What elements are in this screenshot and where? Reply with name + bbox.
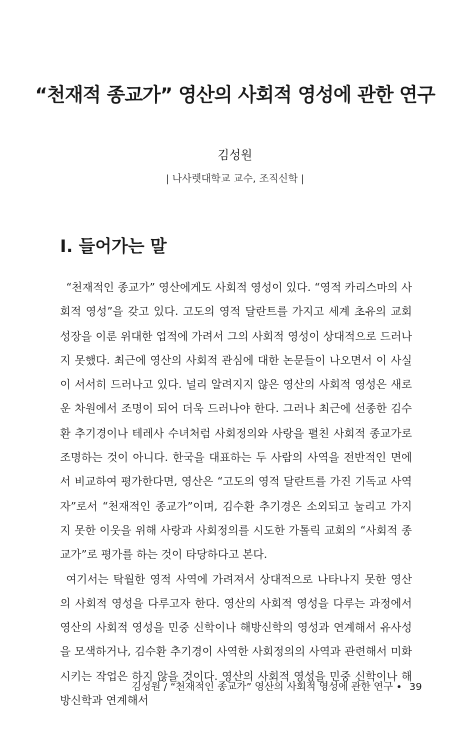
page-footer [132, 678, 422, 693]
paper-title: “천재적 종교가” 영산의 사회적 영성에 관한 연구 [35, 84, 435, 106]
paragraph: 여기서는 탁월한 영적 사역에 가려져서 상대적으로 나타나지 못한 영산의 사회적 영성을 다루고자 한다. 영산의 사회적 영성을 다루는 과정에서 영산의 사회적 영성을 민중 신학이나 해방신학의 영성과 연계해서 유사성을 모색하거나, 김수환 추기경이 사역한 사회정의의 사역과 관련해서 미화시키는 작업은 하지 않을 것이다. 영산의 사회적 영성을 민중 신학이나 해방신학과 연계해서 [60, 572, 412, 708]
section-heading: I. 들어가는 말 [60, 237, 167, 257]
page-number: 39 [409, 682, 422, 693]
footer-bullet: • [396, 682, 403, 693]
running-title: 김성원 / “천재적인 종교가” 영산의 사회적 영성에 관한 연구 [131, 682, 393, 693]
paragraph: “천재적인 종교가” 영산에게도 사회적 영성이 있다. “영적 카리스마의 사회적 영성”을 갖고 있다. 고도의 영적 달란트를 가지고 세계 초유의 교회성장을 이룬 위대한 업적에 가려서 그의 사회적 영성이 상대적으로 드러나지 못했다. 최근에 영산의 사회적 관심에 대한 논문들이 나오면서 이 사실이 서서히 드러나고 있다. 널리 알려지지 않은 영산의 사회적 영성은 새로운 차원에서 조명이 되어 더욱 드러나야 한다. 그러나 최근에 선종한 김수환 추기경이나 테레사 수녀처럼 사회정의와 사랑을 펼친 사회적 종교가로 조명하는 것이 아니다. 한국을 대표하는 두 사람의 사역을 전반적인 면에서 비교하여 평가한다면, 영산은 “고도의 영적 달란트를 가진 기독교 사역자”로서 “천재적인 종교가”이며, 김수환 추기경은 소외되고 눌리고 가지지 못한 이웃을 위해 사랑과 사회정의를 시도한 가톨릭 교회의 “사회적 종교가”로 평가를 하는 것이 타당하다고 본다. [60, 281, 412, 562]
author-affiliation: | 나사렛대학교 교수, 조직신학 | [165, 174, 305, 185]
author-name: 김성원 [217, 148, 253, 162]
body-text [60, 276, 412, 713]
